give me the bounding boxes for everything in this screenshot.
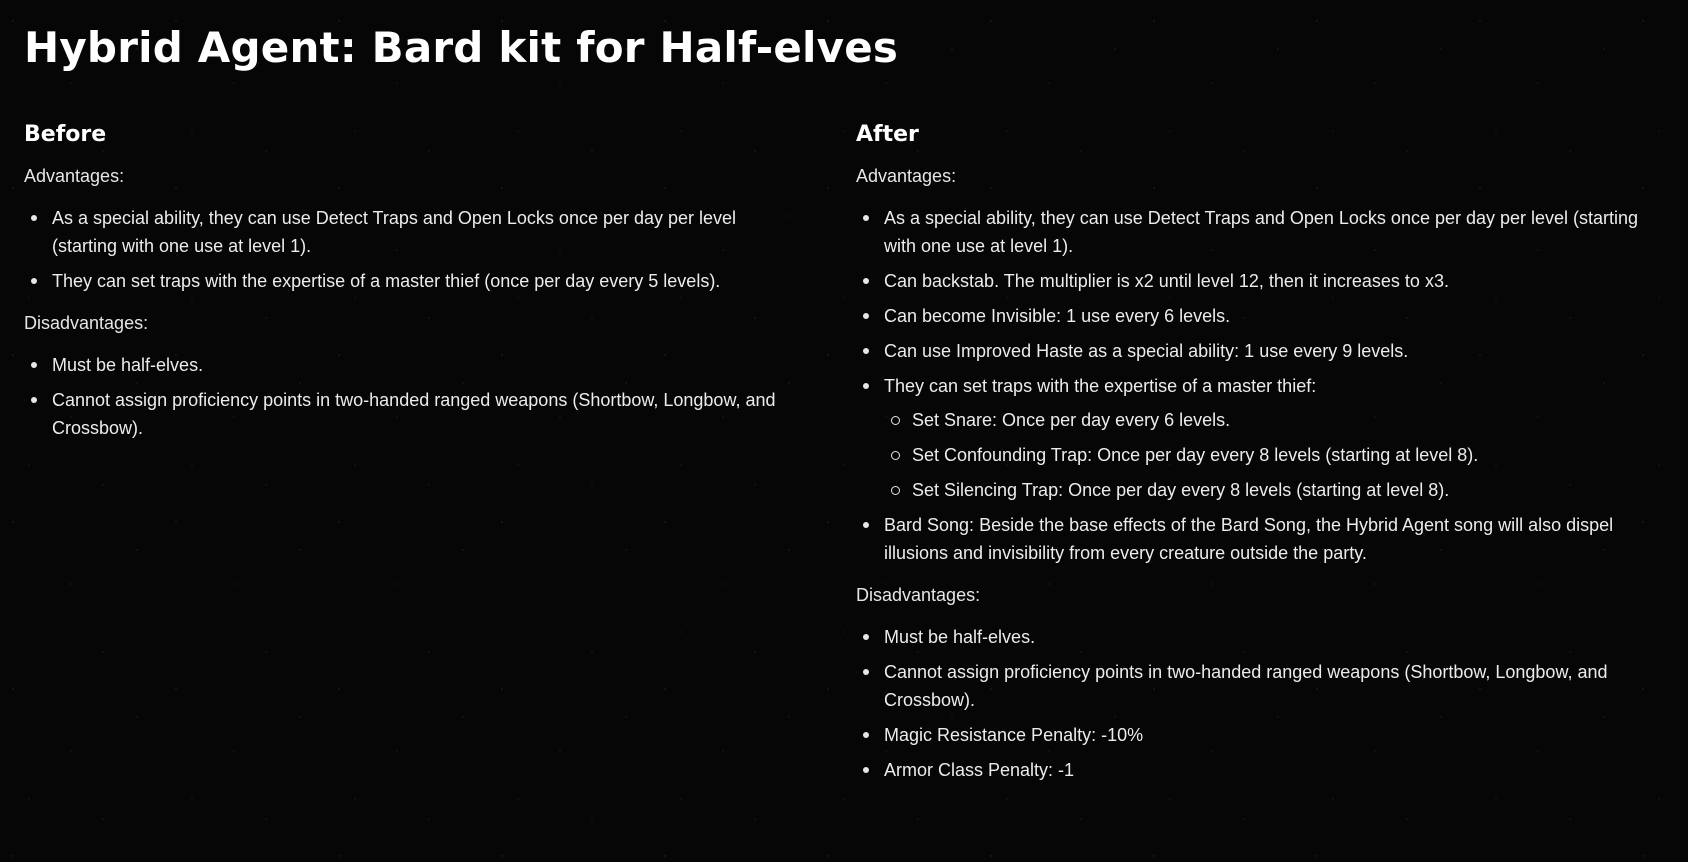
after-disadvantages-list xyxy=(856,623,1664,784)
list-item: As a special ability, they can use Detect Traps and Open Locks once per day per level (starting with one use at level 1). xyxy=(24,204,804,260)
list-item: As a special ability, they can use Detect Traps and Open Locks once per day per level (starting with one use at level 1). xyxy=(856,204,1664,260)
list-item: Must be half-elves. xyxy=(856,623,1664,651)
list-item: They can set traps with the expertise of a master thief (once per day every 5 levels). xyxy=(24,267,804,295)
before-heading: Before xyxy=(24,122,107,147)
after-advantages-list xyxy=(856,204,1664,567)
before-disadvantages-list xyxy=(24,351,804,442)
before-disadvantages-label: Disadvantages: xyxy=(24,313,149,333)
sub-list-item: Set Silencing Trap: Once per day every 8 levels (starting at level 8). xyxy=(884,476,1664,504)
before-advantages-label: Advantages: xyxy=(24,166,125,186)
sub-list-item: Set Snare: Once per day every 6 levels. xyxy=(884,406,1664,434)
sub-list-item: Set Confounding Trap: Once per day every 8 levels (starting at level 8). xyxy=(884,441,1664,469)
traps-intro: They can set traps with the expertise of a master thief: xyxy=(884,376,1317,396)
list-item: Must be half-elves. xyxy=(24,351,804,379)
list-item: Can become Invisible: 1 use every 6 levels. xyxy=(856,302,1664,330)
after-advantages-label: Advantages: xyxy=(856,166,957,186)
list-item: Magic Resistance Penalty: -10% xyxy=(856,721,1664,749)
list-item: Can backstab. The multiplier is x2 until level 12, then it increases to x3. xyxy=(856,267,1664,295)
before-column xyxy=(24,120,804,456)
traps-sublist xyxy=(884,406,1664,504)
before-advantages-list xyxy=(24,204,804,295)
after-heading: After xyxy=(856,122,919,147)
list-item: Armor Class Penalty: -1 xyxy=(856,756,1664,784)
list-item-traps xyxy=(856,372,1664,504)
list-item: Bard Song: Beside the base effects of the Bard Song, the Hybrid Agent song will also dispel illusions and invisibility from every creature outside the party. xyxy=(856,511,1664,567)
page-content xyxy=(24,22,1664,780)
list-item: Cannot assign proficiency points in two-handed ranged weapons (Shortbow, Longbow, and Crossbow). xyxy=(856,658,1664,714)
list-item: Can use Improved Haste as a special ability: 1 use every 9 levels. xyxy=(856,337,1664,365)
list-item: Cannot assign proficiency points in two-handed ranged weapons (Shortbow, Longbow, and Crossbow). xyxy=(24,386,804,442)
after-disadvantages-label: Disadvantages: xyxy=(856,585,981,605)
page-title: Hybrid Agent: Bard kit for Half-elves xyxy=(24,23,899,72)
after-column xyxy=(856,120,1664,798)
